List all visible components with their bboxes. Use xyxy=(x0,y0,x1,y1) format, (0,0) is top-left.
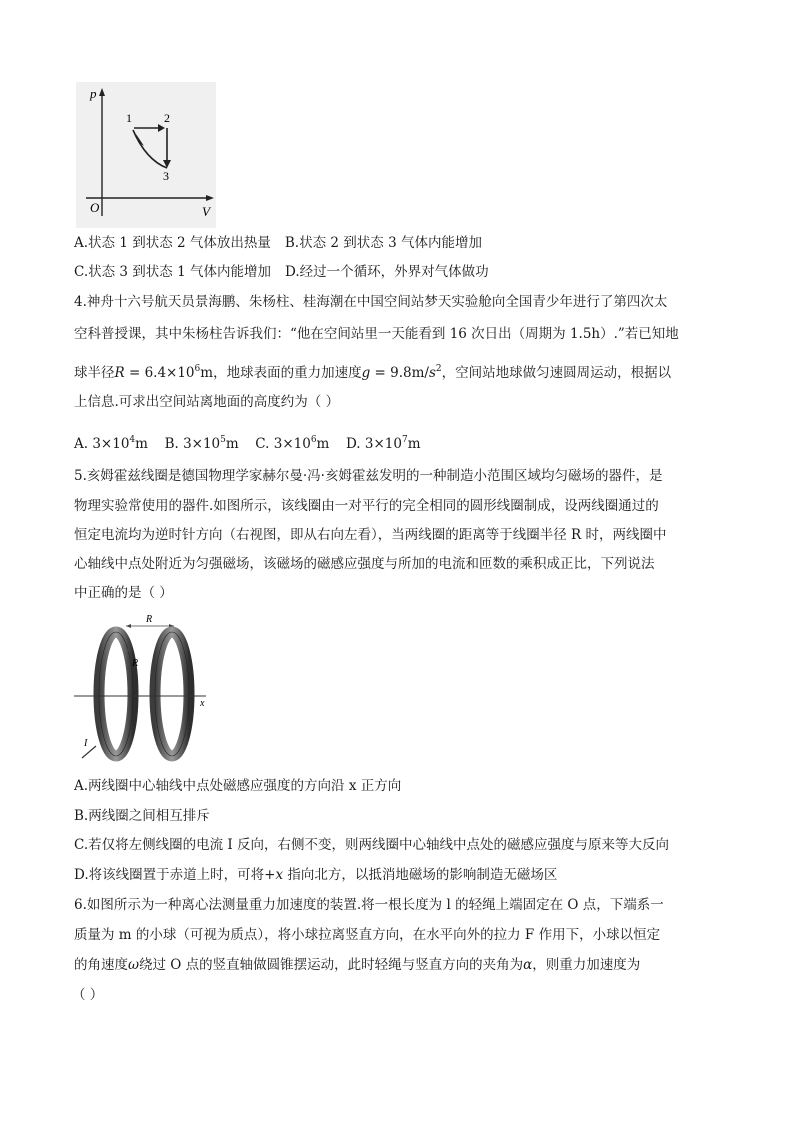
q5-option-d-text: D.将该线圈置于赤道上时，可将+ xyxy=(74,867,276,883)
state-3-label: 3 xyxy=(163,169,169,183)
q3-option-a: A.状态 1 到状态 2 气体放出热量 xyxy=(74,235,271,251)
q3-option-b: B.状态 2 到状态 3 气体内能增加 xyxy=(284,235,482,251)
q4-option-c xyxy=(255,436,329,452)
q4-option-c-exp: 6 xyxy=(310,435,317,445)
q6-stem-line3 xyxy=(74,956,640,974)
q5-stem-line3: 恒定电流均为逆时针方向（右视图，即从右向左看），当两线圈的距离等于线圈半径 R 时，两线圈中 xyxy=(74,527,667,543)
q4-option-d-exp: 7 xyxy=(401,435,408,445)
q6-stem-line2: 质量为 m 的小球（可视为质点），将小球拉离竖直方向，在水平向外的拉力 F 作用下，小球以恒定 xyxy=(74,927,661,943)
state-1-label: 1 xyxy=(126,111,132,125)
helmholtz-coil-svg xyxy=(74,612,214,766)
q5-stem-line5: 中正确的是（ ） xyxy=(74,585,173,601)
q4-var-s: s xyxy=(428,365,436,381)
q4-stem-line3 xyxy=(74,360,671,382)
pv-cycle-svg xyxy=(76,82,216,228)
q6-var-omega: ω xyxy=(128,957,140,973)
q5-option-b: B.两线圈之间相互排斥 xyxy=(74,808,210,824)
q5-option-d-var-x: x xyxy=(275,867,284,883)
pv-cycle-figure xyxy=(76,82,216,228)
q4-option-a-exp: 4 xyxy=(129,435,136,445)
state-2-label: 2 xyxy=(164,111,170,125)
r-dimension-arrow-left xyxy=(126,624,131,628)
q5-stem-line4: 心轴线中点处附近为匀强磁场，该磁场的磁感应强度与所加的电流和匝数的乘积成正比，下列说法 xyxy=(74,556,655,572)
q4-option-a-unit: m xyxy=(135,436,148,452)
q4-stem-line4: 上信息.可求出空间站离地面的高度约为（ ） xyxy=(74,394,340,410)
q3-option-d: D.经过一个循环，外界对气体做功 xyxy=(284,264,489,280)
q6-stem-line1: 6.如图所示为一种离心法测量重力加速度的装置.将一根长度为 l 的轻绳上端固定在 O 点，下端系一 xyxy=(74,897,664,913)
q6-text: 的角速度 xyxy=(74,957,128,973)
origin-label: O xyxy=(90,200,100,215)
q4-var-g: g xyxy=(361,365,371,381)
current-label: I xyxy=(84,738,88,749)
q4-option-b-unit: m xyxy=(225,436,239,452)
q5-option-c: C.若仅将左侧线圈的电流 I 反向，右侧不变，则两线圈中心轴线中点处的磁感应强度与原来等大反向 xyxy=(74,837,670,853)
v-axis-label: V xyxy=(202,204,210,219)
q4-option-b xyxy=(165,436,239,452)
x-axis-label: x xyxy=(200,698,205,709)
q3-option-c: C.状态 3 到状态 1 气体内能增加 xyxy=(74,264,271,280)
q4-option-b-base: B. 3×10 xyxy=(164,436,221,452)
q4-var-r: R xyxy=(114,365,125,381)
p-axis-label: p xyxy=(90,86,97,101)
q6-text: ，则重力加速度为 xyxy=(532,957,641,973)
helmholtz-coil-figure xyxy=(74,612,214,766)
q5-stem-line1: 5.亥姆霍兹线圈是德国物理学家赫尔曼·冯·亥姆霍兹发明的一种制造小范围区域均匀磁场的器件，是 xyxy=(74,468,663,484)
q4-option-d-base: D. 3×10 xyxy=(345,436,402,452)
q4-option-a-base: A. 3×10 xyxy=(74,436,130,452)
q6-text: 绕过 O 点的竖直轴做圆锥摆运动，此时轻绳与竖直方向的夹角为 xyxy=(139,957,524,973)
q3-options-row2 xyxy=(74,263,489,281)
q4-option-c-unit: m xyxy=(316,436,330,452)
q4-option-d xyxy=(346,436,421,452)
q4-text: m，地球表面的重力加速度 xyxy=(200,365,362,381)
q4-option-a xyxy=(74,436,148,452)
q4-text: = 9.8m/ xyxy=(370,365,429,381)
q4-option-d-unit: m xyxy=(407,436,421,452)
q5-option-d-text: 指向北方，以抵消地磁场的影响制造无磁场区 xyxy=(283,867,558,883)
q5-option-a: A.两线圈中心轴线中点处磁感应强度的方向沿 x 正方向 xyxy=(74,778,402,794)
q6-stem-line4: （ ） xyxy=(72,987,104,1003)
q4-stem-line2: 空科普授课，其中朱杨柱告诉我们：“他在空间站里一天能看到 16 次日出（周期为 1.5h）.”若已知地 xyxy=(74,326,679,342)
r-top-label: R xyxy=(146,614,153,625)
q6-var-alpha: α xyxy=(523,957,533,973)
q5-option-d xyxy=(74,866,557,884)
q4-exponent: 6 xyxy=(194,364,201,374)
q5-stem-line2: 物理实验常使用的器件.如图所示，该线圈由一对平行的完全相同的圆形线圈制成，设两线圈通过的 xyxy=(74,498,659,514)
q4-stem-line1: 4.神舟十六号航天员景海鹏、朱杨柱、桂海潮在中国空间站梦天实验舱向全国青少年进行了第四次太 xyxy=(74,294,668,310)
q4-exponent: 2 xyxy=(435,364,442,374)
r-side-label: R xyxy=(132,658,139,669)
q4-option-b-exp: 5 xyxy=(220,435,226,445)
q4-option-c-base: C. 3×10 xyxy=(255,436,311,452)
q4-text: 球半径 xyxy=(74,365,115,381)
q4-text: = 6.4×10 xyxy=(124,365,195,381)
q4-options-row xyxy=(74,431,421,453)
q3-options-row1 xyxy=(74,234,482,252)
q4-text: ，空间站地球做匀速圆周运动，根据以 xyxy=(441,365,672,381)
